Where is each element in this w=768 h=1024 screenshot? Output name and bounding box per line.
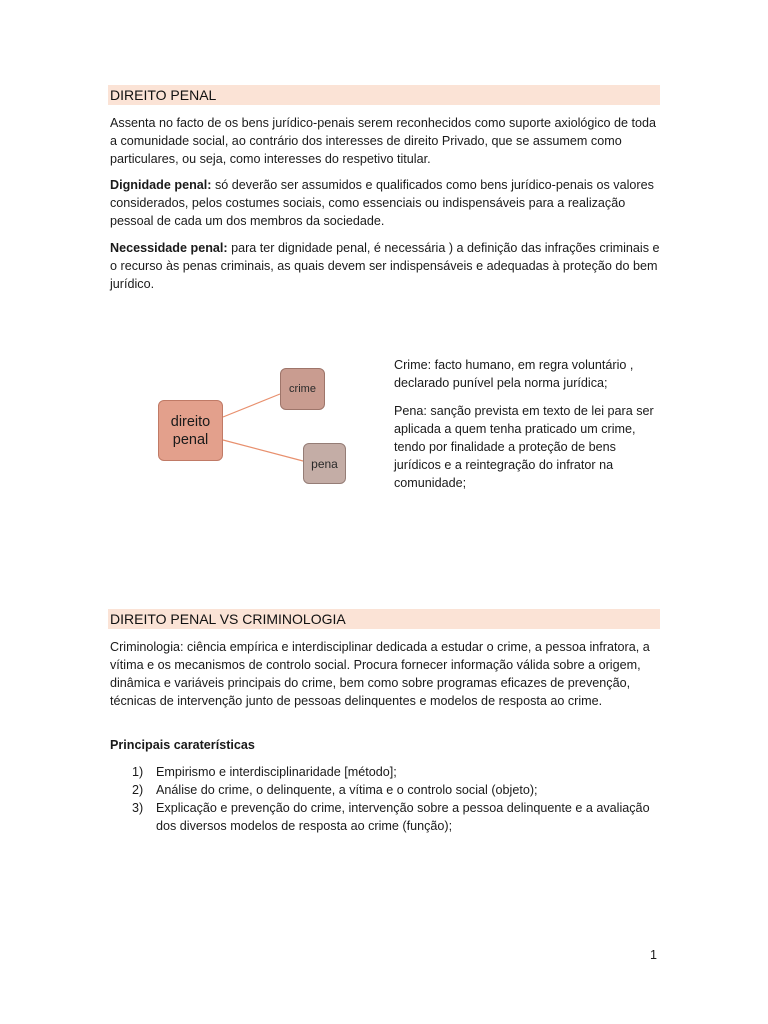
criminologia-paragraph: Criminologia: ciência empírica e interdisciplinar dedicada a estudar o crime, a pessoa infratora, a vítima e os mecanismos de controlo social. Procura fornecer informação válida sobre a origem, dinâmica e variáveis principais do crime, bem como sobre programas eficazes de prevenção, técnicas de intervenção junto de pessoas delinquentes e modelos de resposta ao crime.	[110, 640, 650, 708]
necessidade-label: Necessidade penal:	[110, 241, 228, 255]
list-item-number: 2)	[132, 783, 144, 797]
connector-pena	[223, 440, 303, 461]
necessidade-paragraph	[110, 239, 662, 293]
definition-pena: Pena: sanção prevista em texto de lei para ser aplicada a quem tenha praticado um crime, tendo por finalidade a proteção de bens jurídicos e a reintegração do infrator na comunidade;	[394, 404, 654, 490]
diagram-node-direito-penal: direito penal	[158, 400, 223, 461]
diagram-node-crime: crime	[280, 368, 325, 410]
connector-crime	[223, 394, 280, 417]
list-item-text: Empirismo e interdisciplinaridade [método];	[156, 765, 397, 779]
list-item	[110, 763, 650, 781]
dignidade-text: só deverão ser assumidos e qualificados como bens jurídico-penais os valores considerados, pelos costumes sociais, como essenciais ou indispensáveis para a realização pessoal de cada um dos membros da sociedade.	[110, 178, 654, 228]
section-heading-direito-penal: DIREITO PENAL	[108, 85, 660, 105]
list-item-number: 1)	[132, 765, 144, 779]
intro-paragraph: Assenta no facto de os bens jurídico-penais serem reconhecidos como suporte axiológico de toda a comunidade social, ao contrário dos interesses de direito Privado, que se assumem como particulares, ou seja, como interesses do respetivo titular.	[110, 116, 657, 166]
section-heading-criminologia: DIREITO PENAL VS CRIMINOLOGIA	[108, 609, 660, 629]
features-list	[110, 763, 650, 835]
diagram-node-pena: pena	[303, 443, 346, 484]
list-item-text: Explicação e prevenção do crime, intervenção sobre a pessoa delinquente e a avaliação dos diversos modelos de resposta ao crime (função);	[156, 801, 650, 833]
list-item	[110, 781, 650, 799]
necessidade-text: para ter dignidade penal, é necessária ) a definição das infrações criminais e o recurso às penas criminais, as quais devem ser indispensáveis e adequadas à proteção do bem jurídico.	[110, 241, 660, 291]
dignidade-paragraph	[110, 176, 662, 230]
page-number: 1	[650, 948, 658, 962]
concept-diagram	[150, 360, 360, 495]
definition-crime: Crime: facto humano, em regra voluntário , declarado punível pela norma jurídica;	[394, 358, 634, 390]
list-item-text: Análise do crime, o delinquente, a vítima e o controlo social (objeto);	[156, 783, 538, 797]
features-heading: Principais caraterísticas	[110, 738, 255, 752]
list-item	[110, 799, 650, 835]
list-item-number: 3)	[132, 801, 144, 815]
dignidade-label: Dignidade penal:	[110, 178, 212, 192]
